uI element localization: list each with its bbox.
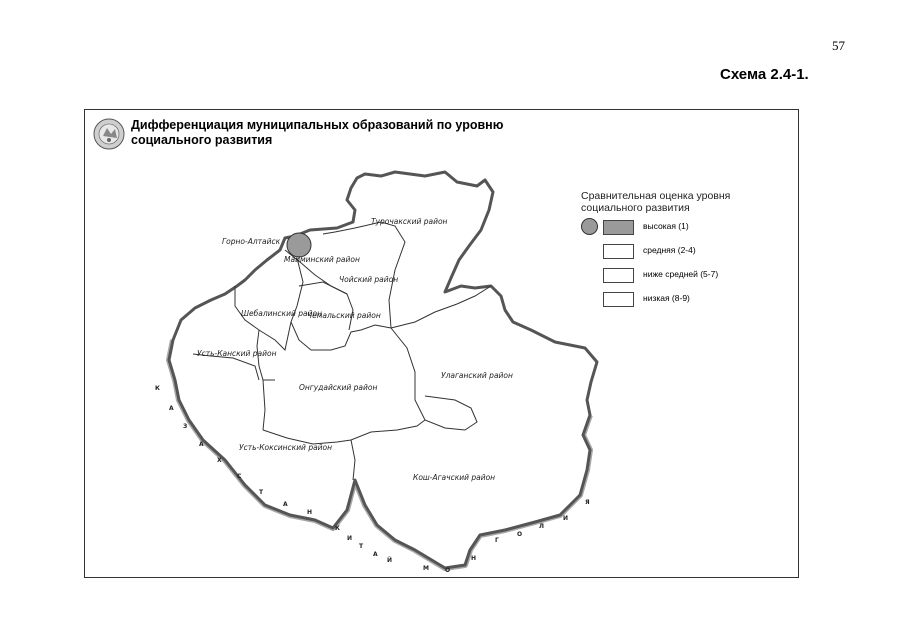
legend-item-medium — [581, 242, 791, 262]
border-letter-mongolia: О — [445, 567, 451, 574]
border-letter-china: Т — [359, 543, 364, 550]
legend-label: низкая (8-9) — [643, 293, 690, 303]
label-choya: Чойский район — [339, 275, 399, 284]
border-letter-mongolia: О — [517, 531, 523, 538]
gorno-altaysk-marker[interactable] — [287, 233, 311, 257]
legend-label: высокая (1) — [643, 221, 689, 231]
map-title: Дифференциация муниципальных образований по уровню социального развития — [131, 118, 504, 147]
border-letter-kazakhstan: А — [283, 501, 288, 508]
border-letter-mongolia: Н — [471, 555, 477, 562]
label-kosh-agach: Кош-Агачский район — [413, 473, 496, 482]
border-letter-kazakhstan: Т — [259, 489, 264, 496]
border-letter-mongolia: Л — [539, 523, 544, 530]
label-ulagan: Улаганский район — [441, 371, 513, 380]
border-letter-mongolia: И — [563, 515, 569, 522]
border-letter-kazakhstan: А — [169, 405, 174, 412]
legend-item-low — [581, 290, 791, 310]
legend-item-high — [581, 218, 791, 238]
legend-swatch — [603, 244, 634, 259]
border-letter-kazakhstan: С — [237, 473, 242, 480]
border-letter-kazakhstan: А — [199, 441, 204, 448]
city-marker-icon — [581, 218, 598, 235]
legend-label: средняя (2-4) — [643, 245, 696, 255]
page-number: 57 — [832, 38, 845, 53]
legend-swatch — [603, 268, 634, 283]
legend-title: Сравнительная оценка уровня социального развития — [581, 190, 731, 214]
border-letter-mongolia: Я — [585, 499, 590, 506]
map-frame — [84, 109, 799, 578]
border-letter-kazakhstan: К — [155, 385, 160, 392]
label-mayma: Майминский район — [284, 255, 360, 264]
border-letter-kazakhstan: Н — [307, 509, 313, 516]
legend-label: ниже средней (5-7) — [643, 269, 719, 279]
border-letter-china: И — [347, 535, 353, 542]
legend-swatch — [603, 292, 634, 307]
map-canvas — [85, 110, 800, 579]
republic-emblem-icon — [93, 118, 125, 150]
label-ongudai: Онгудайский район — [299, 383, 378, 392]
border-letter-mongolia: Г — [495, 537, 499, 544]
label-turochak: Турочакский район — [371, 217, 448, 226]
legend — [581, 190, 791, 310]
border-letter-china: Й — [387, 557, 393, 564]
label-chemal: Чемальский район — [307, 311, 381, 320]
border-letter-kazakhstan: З — [183, 423, 188, 430]
label-gorno-altaysk: Горно-Алтайск — [222, 237, 281, 246]
legend-item-below-medium — [581, 266, 791, 286]
legend-swatch — [603, 220, 634, 235]
border-letter-mongolia: М — [423, 565, 429, 572]
region-outline — [169, 172, 597, 568]
label-ust-kan: Усть-Канский район — [197, 349, 277, 358]
scheme-label: Схема 2.4-1. — [720, 66, 809, 83]
border-letter-china: К — [335, 525, 340, 532]
border-letter-kazakhstan: Х — [217, 457, 222, 464]
label-shebalino: Шебалинский район — [241, 309, 322, 318]
label-ust-koksa: Усть-Коксинский район — [239, 443, 333, 452]
border-letter-china: А — [373, 551, 378, 558]
